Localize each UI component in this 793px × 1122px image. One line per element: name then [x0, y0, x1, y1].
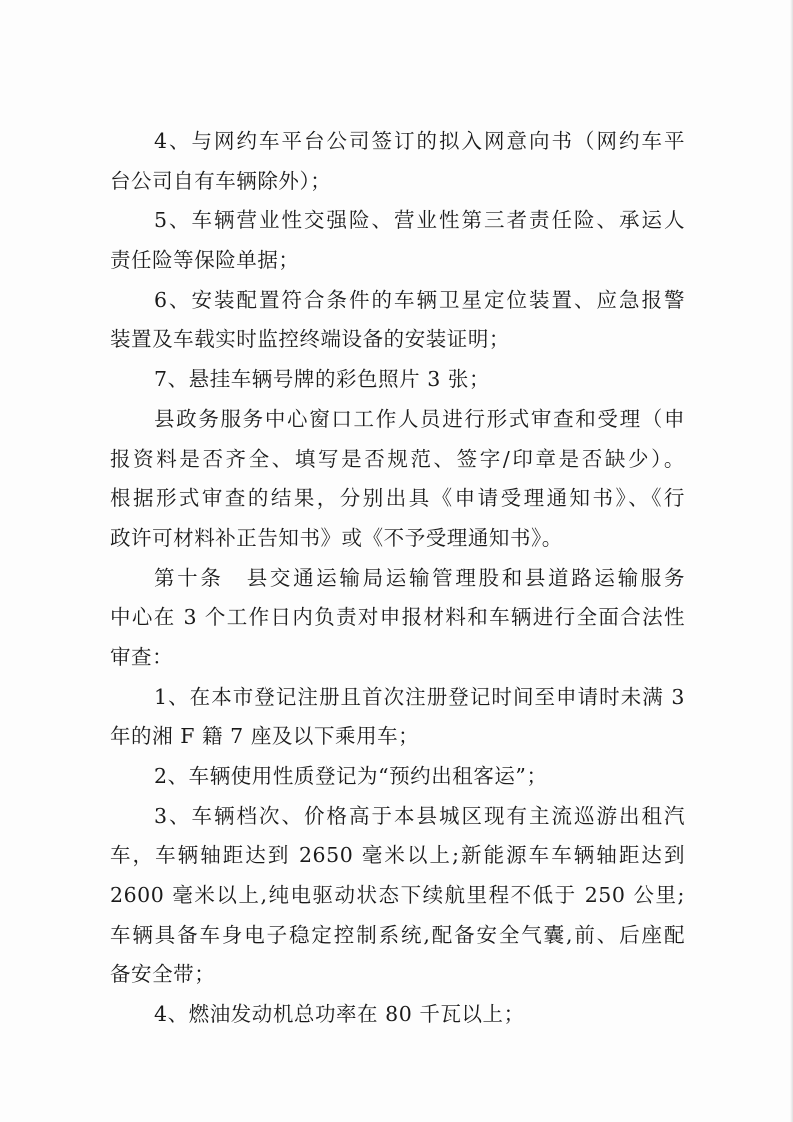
condition-4-line-1: 4、燃油发动机总功率在 80 千瓦以上； — [154, 1002, 525, 1027]
condition-3-line-2: 车，车辆轴距达到 2650 毫米以上;新能源车车辆轴距达到 — [110, 843, 685, 868]
item-4-line-2: 台公司自有车辆除外）； — [110, 168, 332, 193]
condition-3-line-3: 2600 毫米以上,纯电驱动状态下续航里程不低于 250 公里; — [110, 883, 685, 908]
article-ten-line-3: 审查： — [110, 644, 174, 669]
condition-1-line-1: 1、在本市登记注册且首次注册登记时间至申请时未满 3 — [154, 684, 685, 709]
item-6-line-2: 装置及车载实时监控终端设备的安装证明； — [110, 327, 510, 352]
item-5-line-2: 责任险等保险单据； — [110, 248, 300, 273]
condition-1-line-2: 年的湘 F 籍 7 座及以下乘用车； — [110, 724, 420, 749]
review-paragraph-line-2: 报资料是否齐全、填写是否规范、签字/印章是否缺少）。 — [110, 446, 685, 471]
condition-2-line-1: 2、车辆使用性质登记为“预约出租客运”； — [154, 764, 548, 788]
item-4-line-1: 4、与网约车平台公司签订的拟入网意向书（网约车平 — [154, 129, 685, 153]
document-body — [110, 122, 685, 1035]
condition-3-line-5: 备安全带； — [110, 962, 216, 987]
condition-3-line-1: 3、车辆档次、价格高于本县城区现有主流巡游出租汽 — [154, 803, 685, 828]
item-5-line-1: 5、车辆营业性交强险、营业性第三者责任险、承运人 — [154, 208, 685, 233]
article-ten-line-1: 第十条 县交通运输局运输管理股和县道路运输服务 — [154, 565, 685, 590]
review-paragraph-line-3: 根据形式审查的结果，分别出具《申请受理通知书》、《行 — [110, 486, 685, 511]
review-paragraph-line-1: 县政务服务中心窗口工作人员进行形式审查和受理（申 — [154, 406, 685, 431]
review-paragraph-line-4: 政许可材料补正告知书》或《不予受理通知书》。 — [110, 525, 563, 550]
item-7-line-1: 7、悬挂车辆号牌的彩色照片 3 张； — [154, 367, 491, 392]
condition-3-line-4: 车辆具备车身电子稳定控制系统,配备安全气囊,前、后座配 — [110, 922, 685, 947]
item-6-line-1: 6、安装配置符合条件的车辆卫星定位装置、应急报警 — [154, 287, 685, 312]
article-ten-line-2: 中心在 3 个工作日内负责对申报材料和车辆进行全面合法性 — [110, 605, 685, 630]
